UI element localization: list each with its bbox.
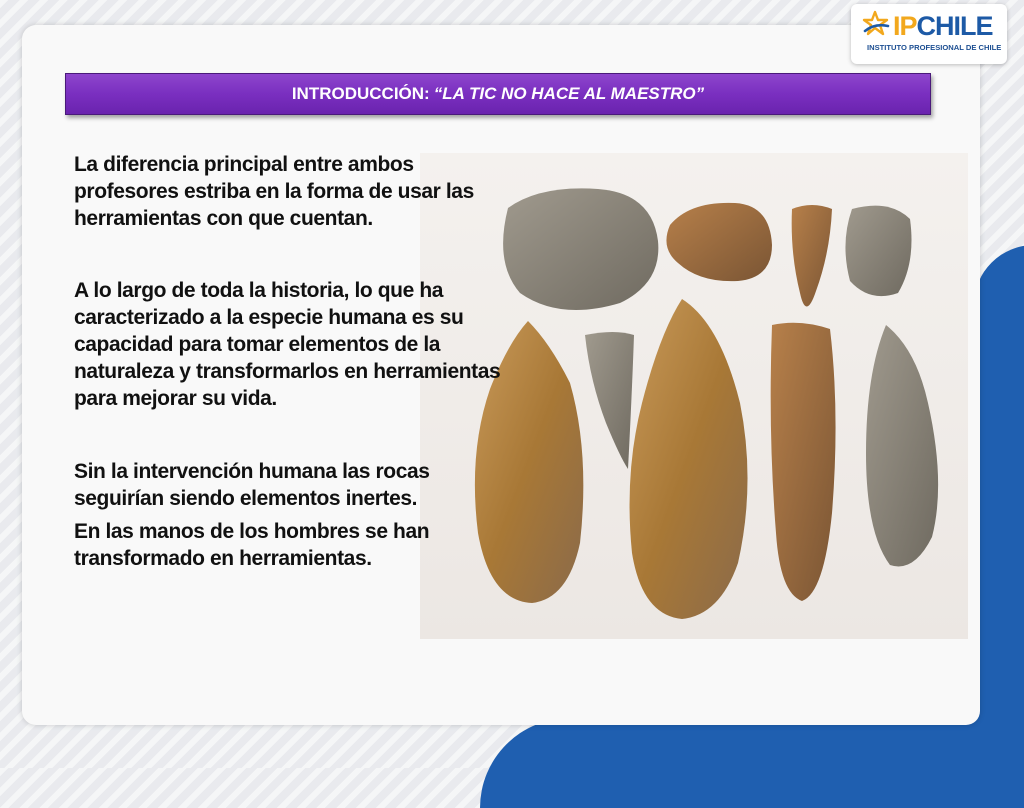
body-paragraph: En las manos de los hombres se han transformado en herramientas.: [74, 520, 430, 570]
logo-wordmark-chile: CHILE: [916, 11, 993, 41]
slide-title-prefix: INTRODUCCIÓN:: [291, 84, 430, 103]
ipchile-logo: [851, 4, 1007, 64]
star-swoosh-icon: [861, 9, 891, 39]
body-paragraph: A lo largo de toda la historia, lo que ha caracterizado a la especie humana es su capacidad para tomar elementos de la naturaleza y transformarlos en herramientas para mejorar su vida.: [74, 279, 501, 410]
body-text: [74, 151, 514, 572]
logo-wordmark: [893, 11, 993, 41]
stone-tool: [503, 188, 658, 310]
body-paragraph: La diferencia principal entre ambos profesores estriba en la forma de usar las herramientas con que cuentan.: [74, 153, 474, 230]
decorative-blue-swoosh-bottom: [480, 718, 1024, 808]
logo-subtitle: INSTITUTO PROFESIONAL DE CHILE: [867, 43, 1002, 52]
body-paragraph: Sin la intervención humana las rocas seguirían siendo elementos inertes.: [74, 460, 430, 510]
slide-title-bar: [65, 73, 931, 115]
logo-wordmark-ip: IP: [893, 11, 917, 41]
slide-title-quote: “LA TIC NO HACE AL MAESTRO”: [433, 84, 705, 103]
stone-tool: [845, 206, 911, 296]
